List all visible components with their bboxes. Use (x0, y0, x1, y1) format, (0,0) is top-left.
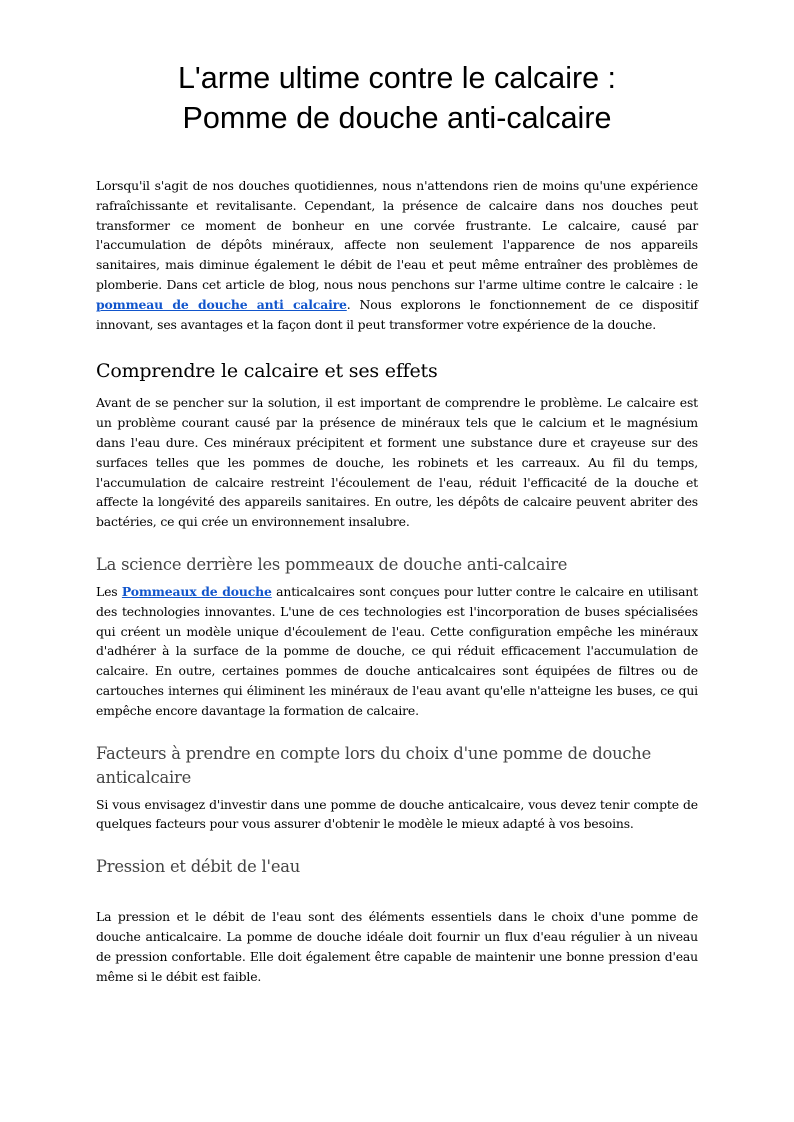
science-text-before-link: Les (96, 583, 122, 599)
document-page (96, 58, 698, 986)
section-heading-science: La science derrière les pommeaux de douche anti-calcaire (96, 554, 568, 574)
pommeaux-de-douche-link[interactable]: Pommeaux de douche (121, 583, 272, 599)
intro-text-before-link: Lorsqu'il s'agit de nos douches quotidiennes, nous n'attendons rien de moins qu'une expérience rafraîchissante et revitalisante. Cependant, la présence de calcaire dans nos douches peut transformer ce moment de bonheur en une corvée frustrante. Le calcaire, causé par l'accumulation de dépôts minéraux, affecte non seulement l'apparence de nos appareils sanitaires, mais diminue également le débit de l'eau et peut même entraîner des problèmes de plomberie. Dans cet article de blog, nous nous penchons sur l'arme ultime contre le calcaire : le (96, 178, 698, 292)
section-paragraph-pression: La pression et le débit de l'eau sont des éléments essentiels dans le choix d'une pomme de douche anticalcaire. La pomme de douche idéale doit fournir un flux d'eau régulier à un niveau de pression confortable. Elle doit également être capable de maintenir une bonne pression d'eau même si le débit est faible. (96, 909, 698, 984)
section-paragraph-comprendre: Avant de se pencher sur la solution, il est important de comprendre le problème. Le calcaire est un problème courant causé par la présence de minéraux tels que le calcium et le magnésium dans l'eau dure. Ces minéraux précipitent et forment une substance dure et crayeuse sur des surfaces telles que les pommes de douche, les robinets et les carreaux. Au fil du temps, l'accumulation de calcaire restreint l'écoulement de l'eau, réduit l'efficacité de la douche et affecte la longévité des appareils sanitaires. En outre, les dépôts de calcaire peuvent abriter des bactéries, ce qui crée un environnement insalubre. (96, 395, 698, 530)
section-heading-comprendre: Comprendre le calcaire et ses effets (96, 360, 438, 383)
section-paragraph-science (96, 582, 698, 721)
section-paragraph-facteurs: Si vous envisagez d'investir dans une pomme de douche anticalcaire, vous devez tenir compte de quelques facteurs pour vous assurer d'obtenir le modèle le mieux adapté à vos besoins. (96, 796, 698, 832)
intro-paragraph (96, 176, 698, 334)
science-text-after-link: anticalcaires sont conçues pour lutter contre le calcaire en utilisant des technologies innovantes. L'une de ces technologies est l'incorporation de buses spécialisées qui créent un modèle unique d'écoulement de l'eau. Cette configuration empêche les minéraux d'adhérer à la surface de la pomme de douche, ce qui réduit efficacement l'accumulation de calcaire. En outre, certaines pommes de douche anticalcaires sont équipées de filtres ou de cartouches internes qui éliminent les minéraux de l'eau avant qu'elle n'atteigne les buses, ce qui empêche encore davantage la formation de calcaire. (96, 583, 698, 718)
title-line-2: Pomme de douche anti-calcaire (182, 101, 612, 135)
title-line-1: L'arme ultime contre le calcaire : (177, 61, 617, 95)
section-heading-facteurs: Facteurs à prendre en compte lors du choix d'une pomme de douche anticalcaire (96, 743, 652, 787)
intro-text-after-link: . Nous explorons le fonctionnement de ce dispositif innovant, ses avantages et la façon dont il peut transformer votre expérience de la douche. (96, 296, 698, 332)
pommeau-anti-calcaire-link[interactable]: pommeau de douche anti calcaire (96, 296, 347, 312)
page-title (96, 58, 698, 138)
section-heading-pression: Pression et débit de l'eau (96, 857, 301, 877)
